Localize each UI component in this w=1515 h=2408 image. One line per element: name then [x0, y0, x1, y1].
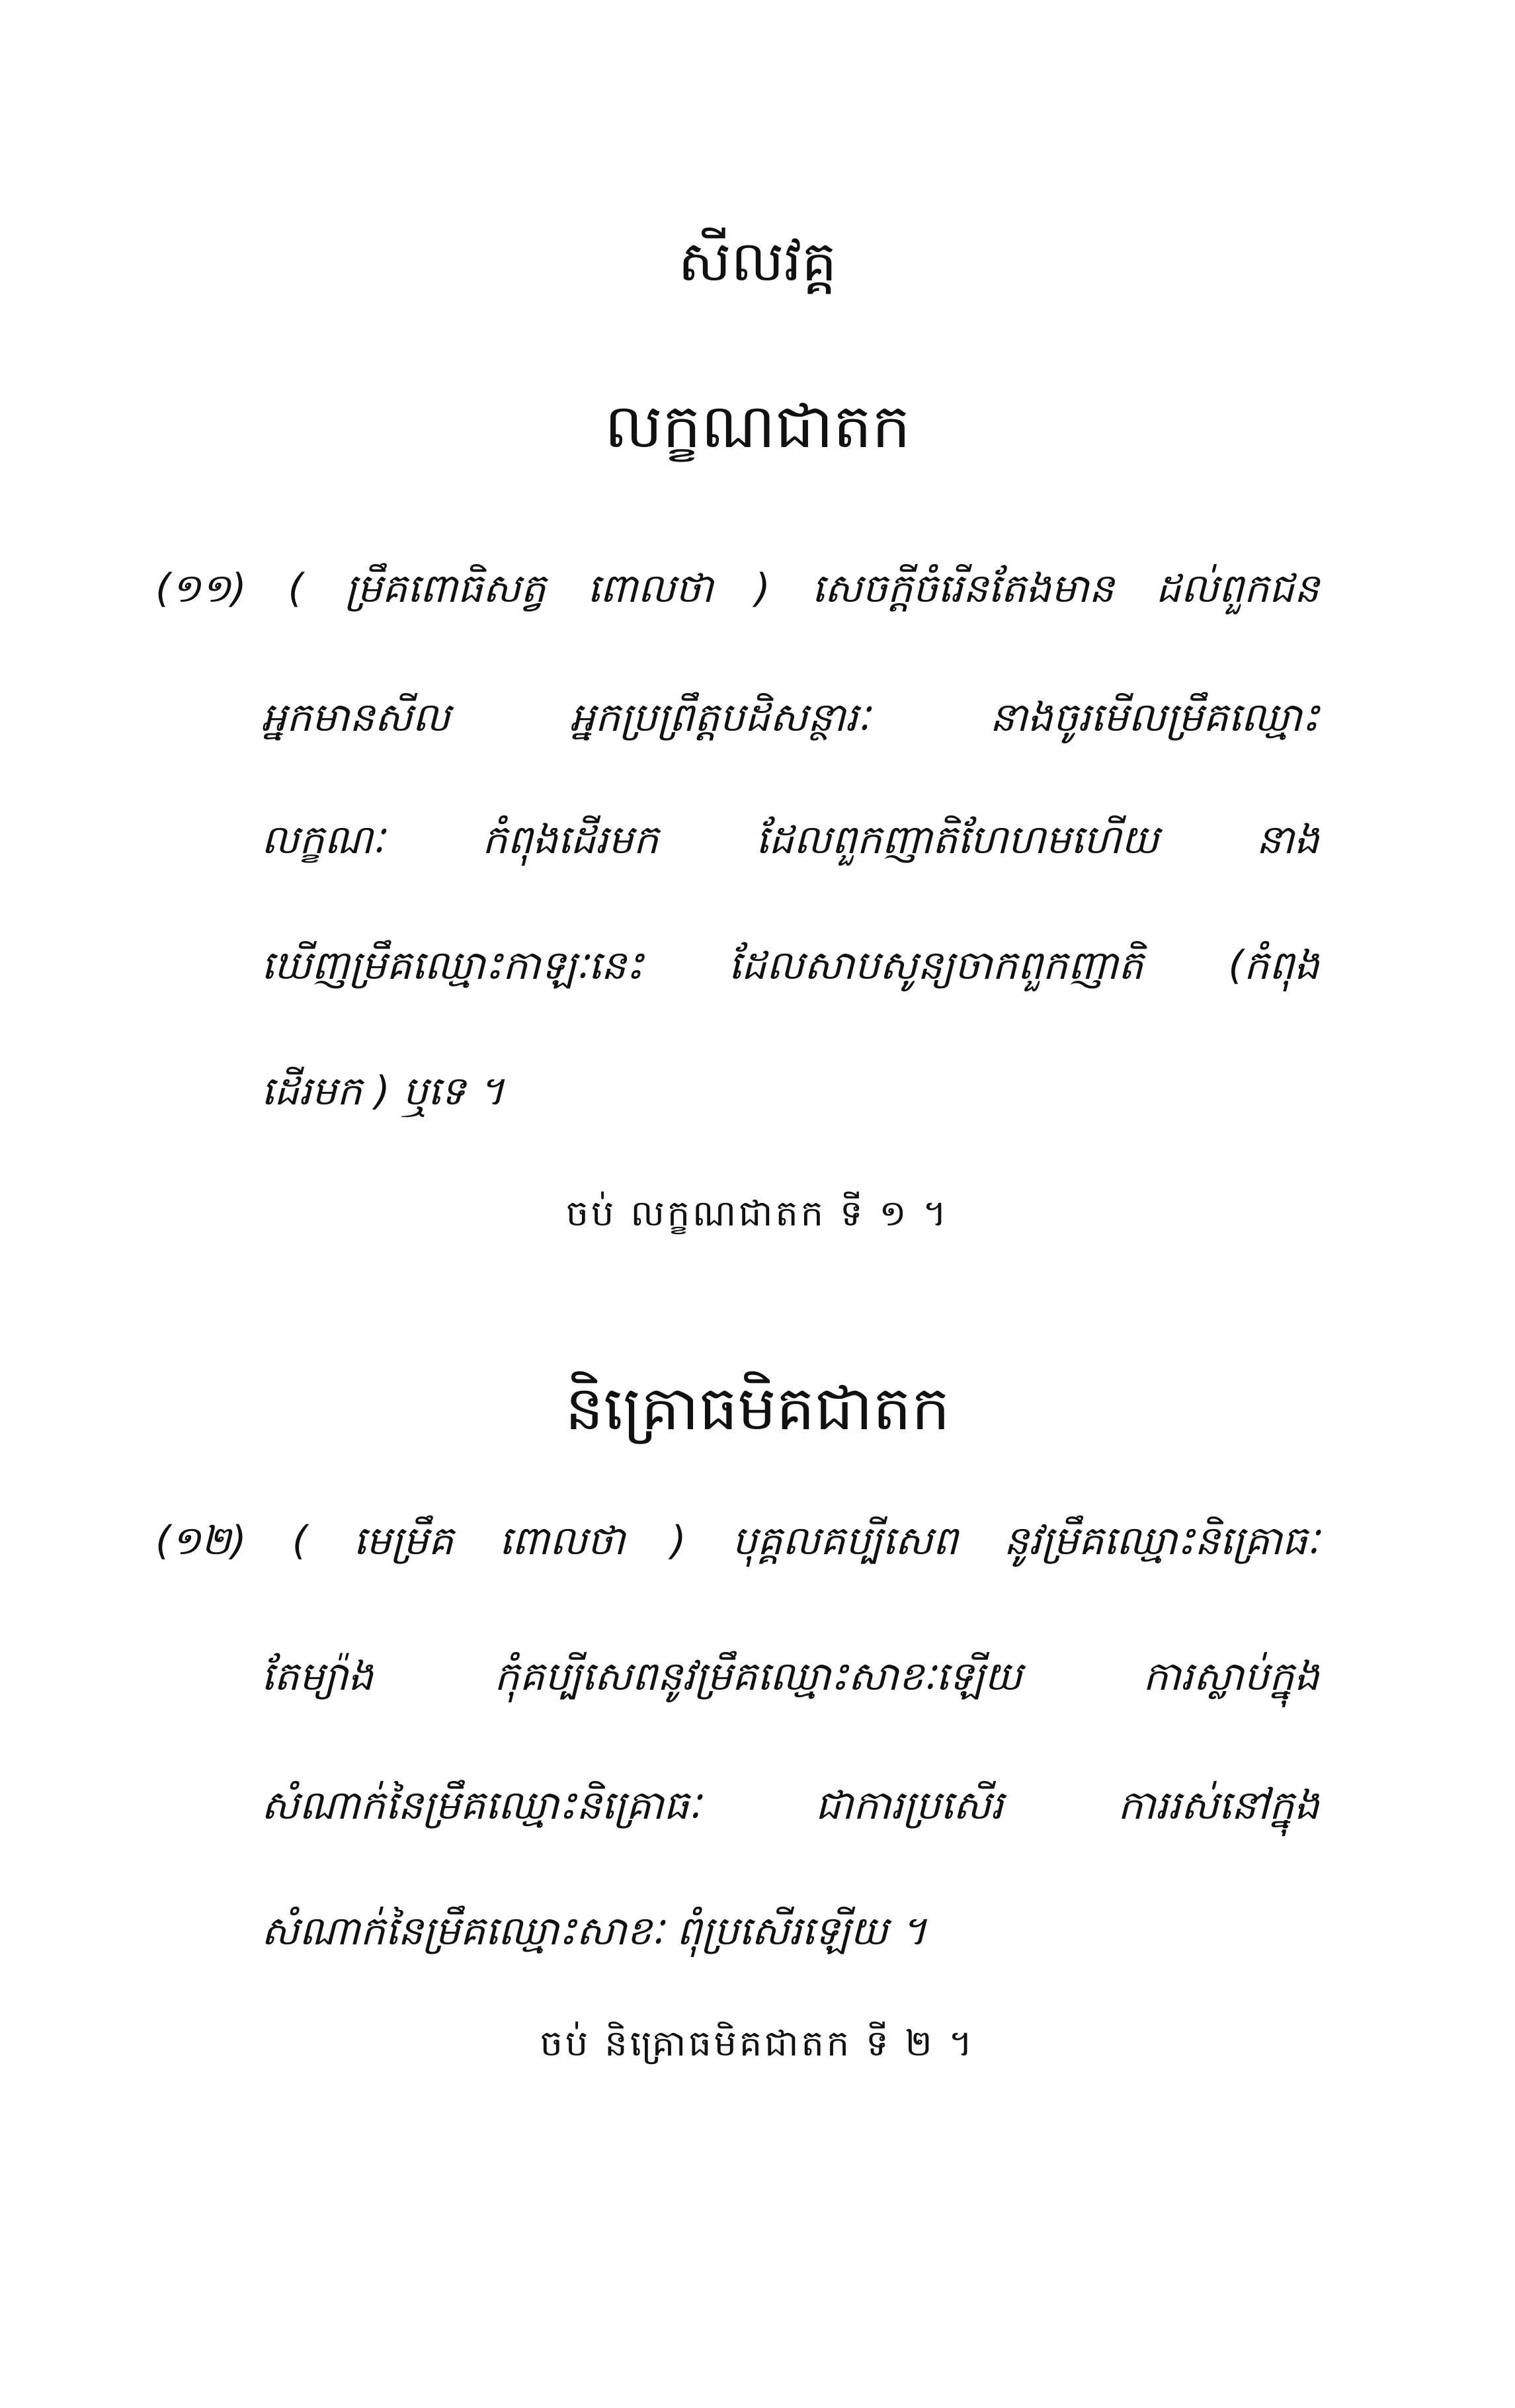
- story-title-2: និគ្រោធមិគជាតក: [565, 1373, 950, 1444]
- story-end-note-2: ចប់ និគ្រោធមិគជាតក ទី ២ ។: [540, 2022, 975, 2064]
- story-1-line-4: ឃើញម្រឹគឈ្មោះកាឡៈនេះ ដែលសាបសូន្យចាកពួកញាតិ (កំពុង: [261, 942, 1319, 989]
- story-2-line-4: សំណាក់នៃម្រឹគឈ្មោះសាខៈ ពុំប្រសើរឡើយ ។: [261, 1908, 927, 1954]
- story-1-line-3: លក្ខណៈ កំពុងដើរមក ដែលពួកញាតិហែហមហើយ នាង: [261, 817, 1319, 863]
- chapter-title: សីលវគ្គ: [678, 229, 837, 294]
- story-2-line-1: (១២) ( មេម្រឹគ ពោលថា ) បុគ្គលគប្បីសេព នូវម្រឹគឈ្មោះនិគ្រោធៈ: [155, 1518, 1319, 1564]
- story-title-1: លក្ខណជាតក: [604, 391, 911, 462]
- story-1-line-1: (១១) ( ម្រឹគពោធិសត្វ ពោលថា ) សេចក្ដីចំរើនតែងមាន ដល់ពួកជន: [155, 565, 1319, 612]
- story-1-line-5: ដើរមក ) ឬទេ ។: [261, 1068, 505, 1114]
- story-2-line-3: សំណាក់នៃម្រឹគឈ្មោះនិគ្រោធៈ ជាការប្រសើរ ការរស់នៅក្នុង: [261, 1782, 1319, 1829]
- story-2-line-2: តែម្យ៉ាង កុំគប្បីសេពនូវម្រឹគឈ្មោះសាខៈឡើយ ការស្លាប់ក្នុង: [261, 1653, 1319, 1700]
- story-1-line-2: អ្នកមានសីល អ្នកប្រព្រឹត្តបដិសន្ថារៈ នាងចូរមើលម្រឹគឈ្មោះ: [261, 694, 1319, 741]
- story-end-note-1: ចប់ លក្ខណជាតក ទី ១ ។: [565, 1192, 950, 1234]
